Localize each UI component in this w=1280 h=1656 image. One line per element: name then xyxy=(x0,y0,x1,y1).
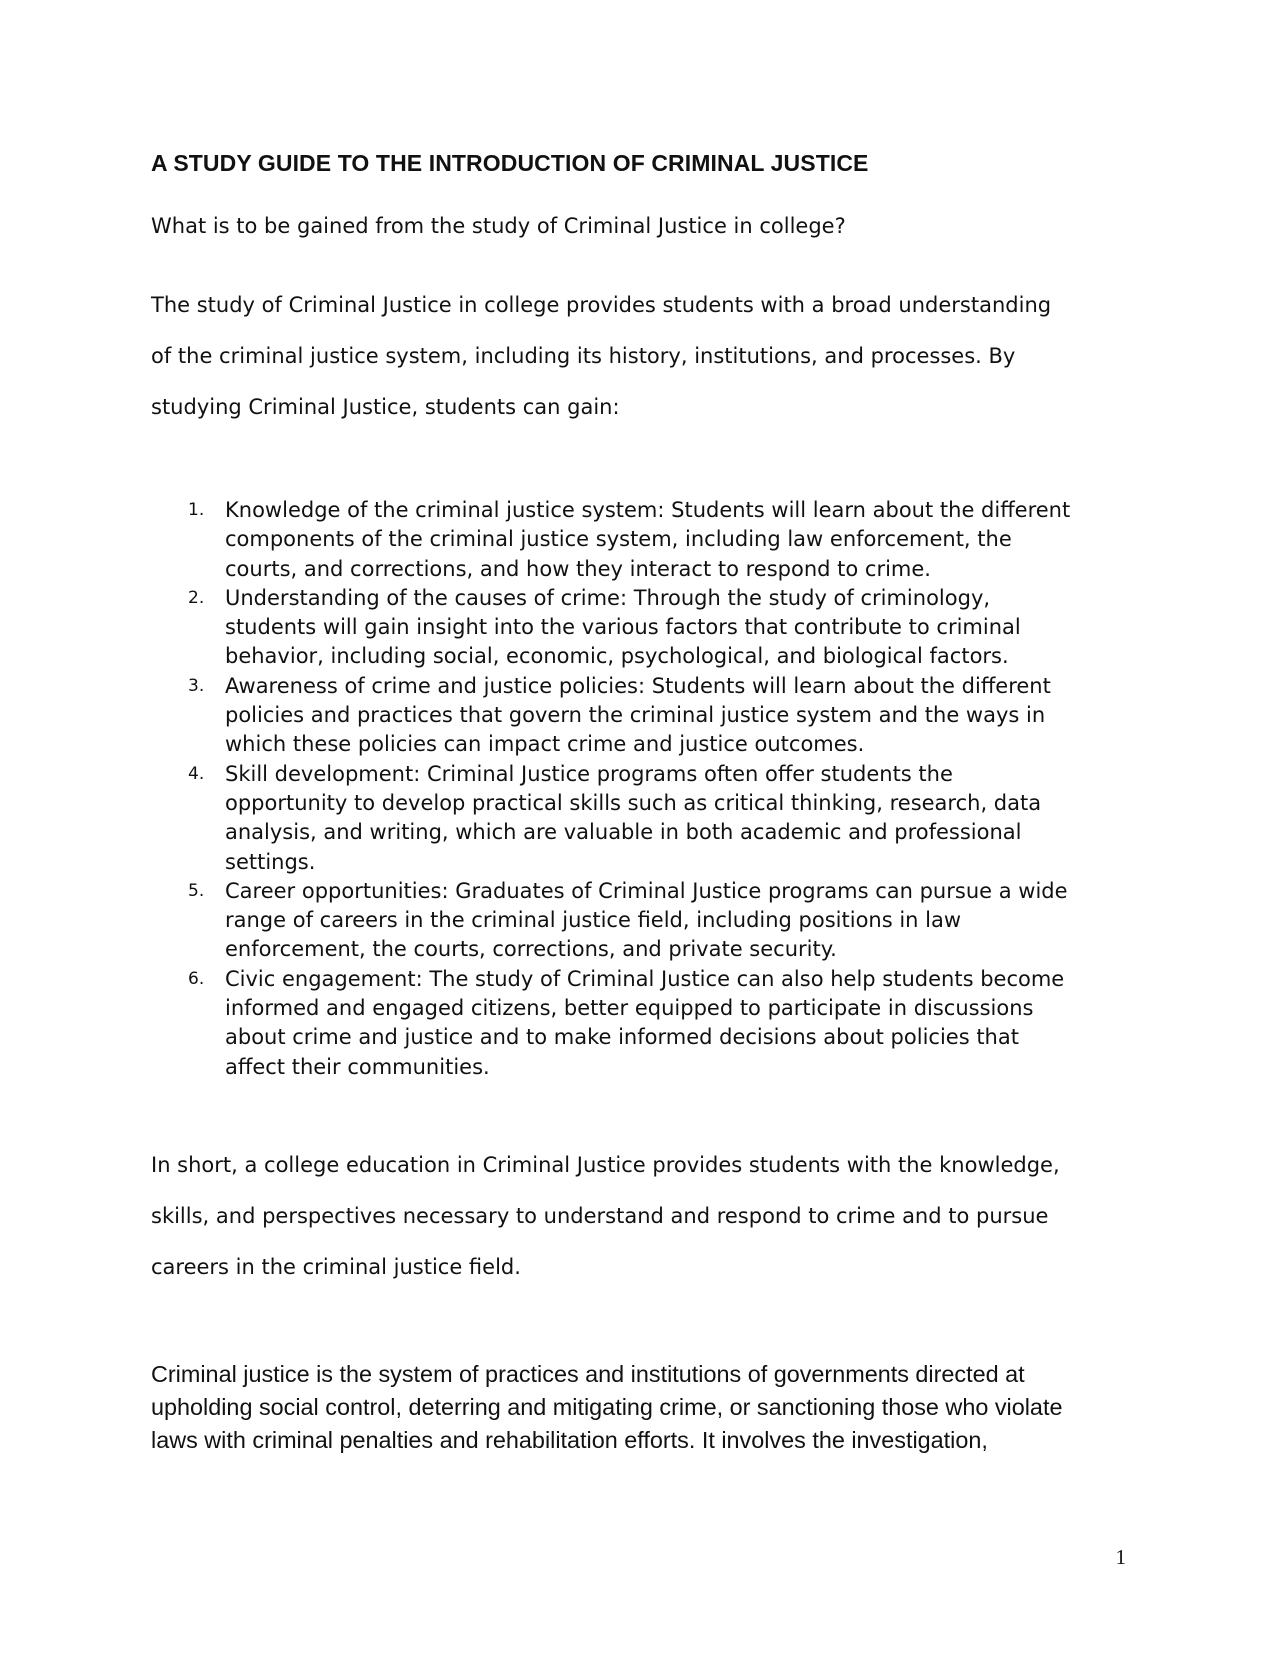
definition-line: upholding social control, deterring and mitigating crime, or sanctioning those who violate xyxy=(151,1394,1063,1420)
list-number: 1. xyxy=(188,500,205,520)
list-item-line: analysis, and writing, which are valuable in both academic and professional xyxy=(225,820,1022,845)
intro-line: of the criminal justice system, including its history, institutions, and processes. By xyxy=(151,344,1016,368)
list-number: 3. xyxy=(188,675,205,696)
list-item xyxy=(151,496,1131,584)
list-item-line: Knowledge of the criminal justice system: Students will learn about the different xyxy=(225,498,1071,522)
list-item-line: policies and practices that govern the criminal justice system and the ways in xyxy=(225,703,1046,728)
list-item-line: students will gain insight into the various factors that contribute to criminal xyxy=(225,615,1021,640)
list-item-line: behavior, including social, economic, psychological, and biological factors. xyxy=(225,644,1009,669)
list-item-line: opportunity to develop practical skills such as critical thinking, research, data xyxy=(225,790,1042,815)
summary-line: In short, a college education in Criminal Justice provides students with the knowledge, xyxy=(151,1153,1060,1177)
list-item-line: enforcement, the courts, corrections, and private security. xyxy=(225,937,837,962)
list-item-line: settings. xyxy=(225,849,316,874)
list-item-line: affect their communities. xyxy=(225,1054,490,1079)
list-item xyxy=(151,965,1131,1082)
list-item-line: Civic engagement: The study of Criminal Justice can also help students become xyxy=(225,966,1065,991)
page-number: 1 xyxy=(1115,1545,1126,1569)
list-number: 2. xyxy=(188,587,205,608)
definition-line: laws with criminal penalties and rehabilitation efforts. It involves the investigation, xyxy=(151,1427,988,1453)
list-number: 5. xyxy=(188,880,205,901)
intro-line: studying Criminal Justice, students can gain: xyxy=(151,395,620,419)
definition-line: Criminal justice is the system of practices and institutions of governments directed at xyxy=(151,1361,1025,1387)
list-item xyxy=(151,584,1131,672)
list-number: 6. xyxy=(188,968,205,989)
summary-paragraph xyxy=(151,1140,1111,1293)
list-item-line: which these policies can impact crime and justice outcomes. xyxy=(225,732,865,757)
list-item-line: components of the criminal justice system, including law enforcement, the xyxy=(225,527,1012,552)
definition-paragraph xyxy=(151,1358,1131,1457)
intro-paragraph xyxy=(151,280,1111,433)
list-item xyxy=(151,672,1131,760)
summary-line: careers in the criminal justice field. xyxy=(151,1255,521,1279)
intro-line: The study of Criminal Justice in college provides students with a broad understanding xyxy=(151,293,1052,317)
guiding-question: What is to be gained from the study of Criminal Justice in college? xyxy=(151,214,846,238)
document-title: A STUDY GUIDE TO THE INTRODUCTION OF CRIMINAL JUSTICE xyxy=(151,150,869,176)
list-item-line: range of careers in the criminal justice field, including positions in law xyxy=(225,908,962,933)
list-item-line: Understanding of the causes of crime: Through the study of criminology, xyxy=(225,585,991,610)
list-item xyxy=(151,877,1131,965)
list-item-line: Skill development: Criminal Justice programs often offer students the xyxy=(225,761,953,786)
summary-line: skills, and perspectives necessary to understand and respond to crime and to pursue xyxy=(151,1204,1049,1228)
list-item-line: informed and engaged citizens, better equipped to participate in discussions xyxy=(225,996,1034,1021)
list-number: 4. xyxy=(188,763,205,784)
list-item-line: Awareness of crime and justice policies: Students will learn about the different xyxy=(225,673,1051,698)
list-item xyxy=(151,760,1131,877)
benefits-list xyxy=(151,496,1131,1082)
list-item-line: courts, and corrections, and how they interact to respond to crime. xyxy=(225,556,931,581)
list-item-line: Career opportunities: Graduates of Criminal Justice programs can pursue a wide xyxy=(225,878,1068,903)
list-item-line: about crime and justice and to make informed decisions about policies that xyxy=(225,1025,1019,1050)
